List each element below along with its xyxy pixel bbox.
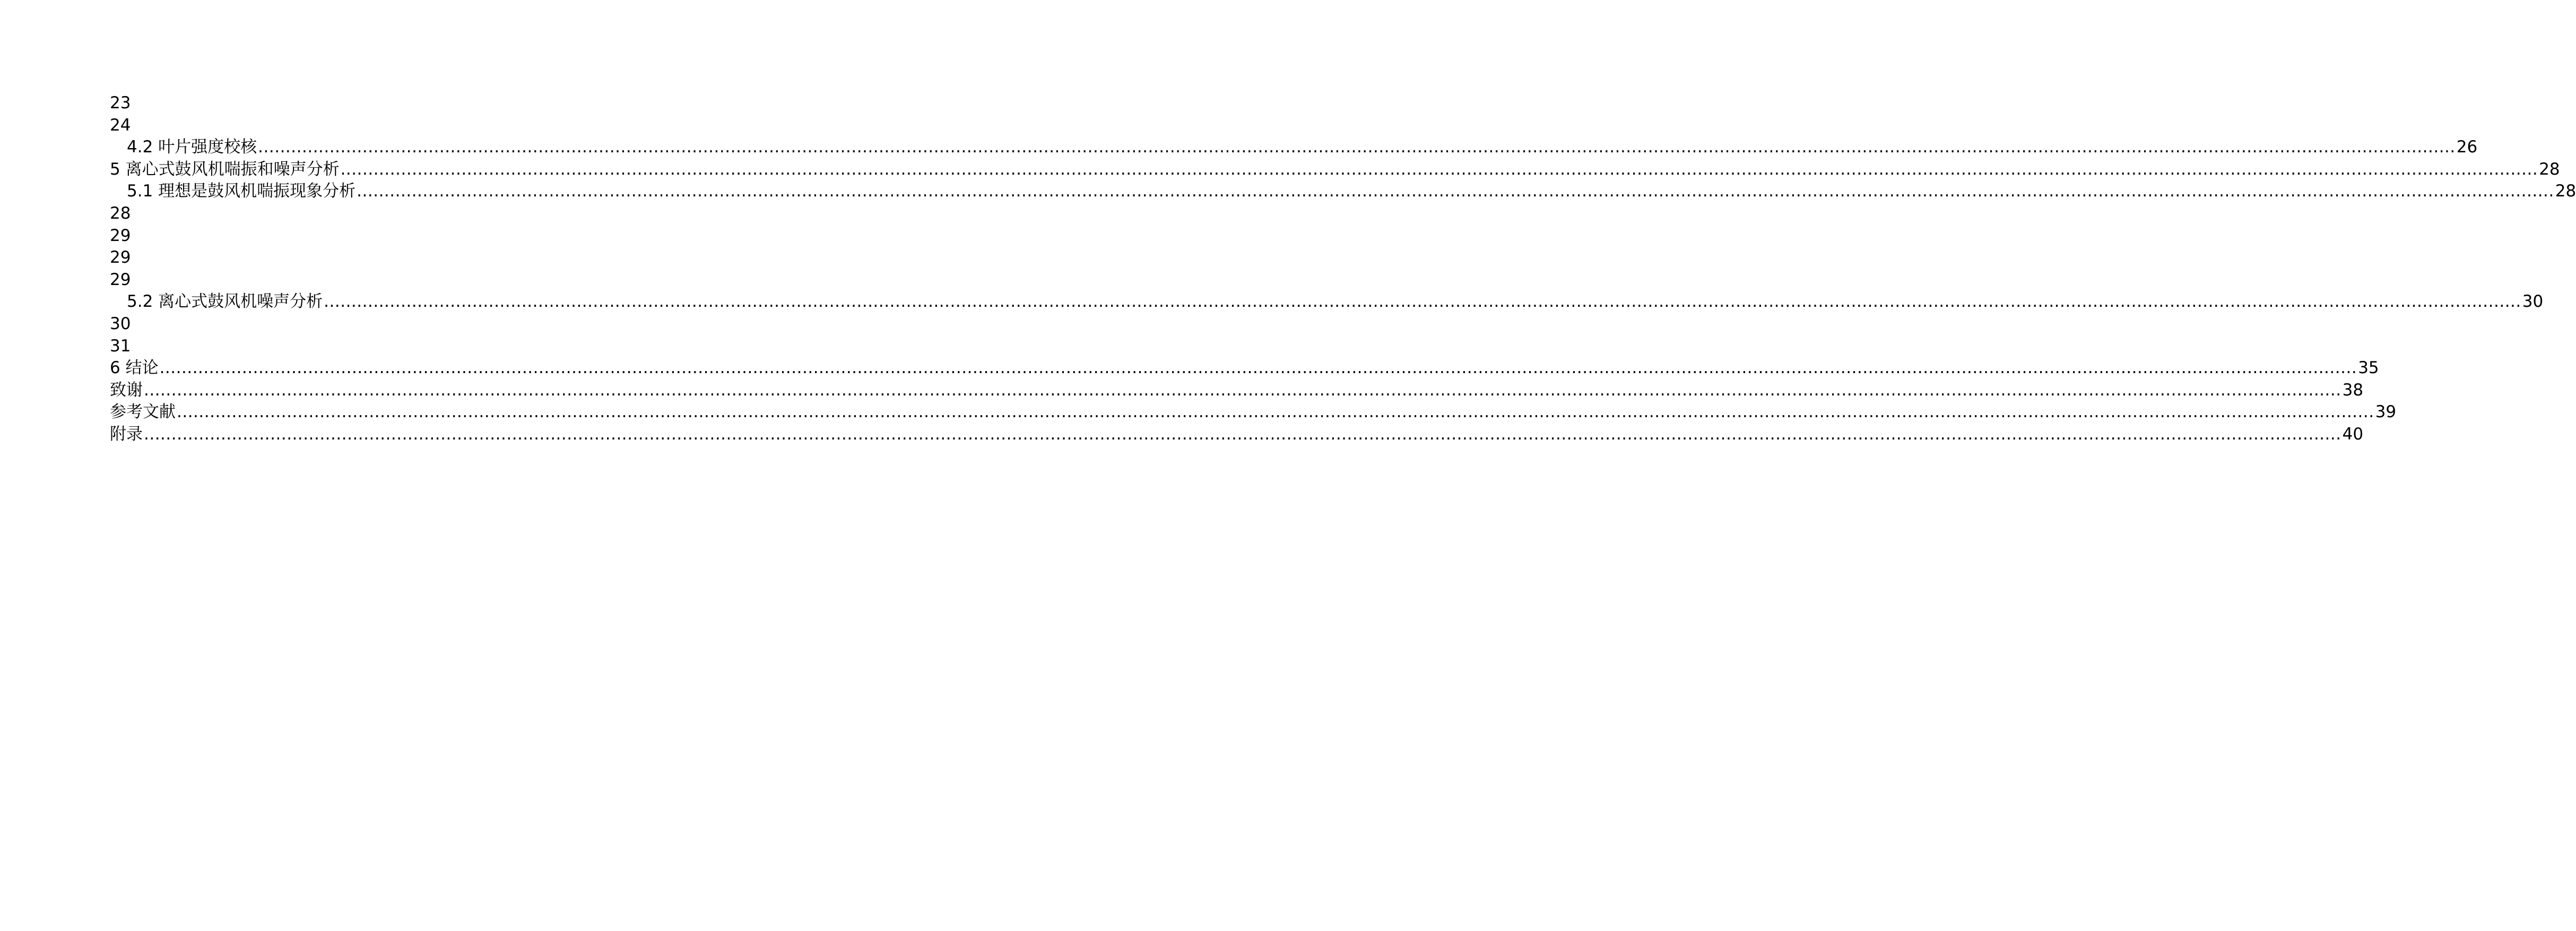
toc-dot-leader: ................................................................................................................................................................................................................................................................................................................................................................................................................ — [144, 380, 2341, 400]
toc-entry-page: 35 — [2358, 358, 2379, 378]
toc-entry-title: 致谢 — [110, 380, 143, 400]
toc-entry[interactable] — [110, 203, 565, 225]
toc-entry-page: 28 — [2539, 159, 2560, 179]
toc-entry[interactable] — [110, 159, 2560, 181]
toc-entry-title: 4.2 叶片强度校核 — [127, 137, 257, 157]
toc-entry[interactable] — [110, 180, 2576, 203]
toc-entry-page: 30 — [2522, 292, 2544, 312]
toc-dot-leader: ................................................................................................................................................................................................................................................................................................................................................................................................................ — [258, 137, 2456, 157]
toc-entry[interactable] — [110, 313, 565, 335]
toc-entry-page: 29 — [110, 270, 131, 289]
toc-entry[interactable] — [110, 115, 565, 137]
toc-entry-title: 5.2 离心式鼓风机噪声分析 — [127, 292, 323, 312]
toc-entry-title: 5 离心式鼓风机喘振和噪声分析 — [110, 159, 340, 179]
toc-entry-page: 30 — [110, 314, 131, 333]
toc-dot-leader: ................................................................................................................................................................................................................................................................................................................................................................................................................ — [324, 292, 2521, 312]
toc-entry[interactable] — [110, 357, 2379, 380]
toc-entry-page: 40 — [2342, 424, 2364, 444]
toc-entry[interactable] — [110, 424, 2364, 446]
toc-dot-leader: ................................................................................................................................................................................................................................................................................................................................................................................................................ — [177, 402, 2374, 422]
toc-entry[interactable] — [110, 269, 565, 291]
toc-entry-title: 5.1 理想是鼓风机喘振现象分析 — [127, 182, 356, 201]
toc-dot-leader: ................................................................................................................................................................................................................................................................................................................................................................................................................ — [340, 159, 2538, 179]
toc-entry-page: 31 — [110, 336, 131, 356]
toc-entry-page: 39 — [2375, 402, 2397, 422]
toc-entry-title: 6 结论 — [110, 358, 159, 378]
table-of-contents — [110, 92, 2576, 446]
toc-entry-page: 24 — [110, 115, 131, 135]
toc-entry-page: 26 — [2456, 137, 2478, 157]
toc-entry-page: 23 — [110, 93, 131, 113]
toc-entry-page: 29 — [110, 226, 131, 245]
toc-entry-title: 附录 — [110, 424, 143, 444]
toc-entry[interactable] — [110, 291, 2544, 313]
toc-entry[interactable] — [110, 225, 565, 247]
toc-entry-page: 28 — [2555, 182, 2576, 201]
toc-entry-page: 38 — [2342, 380, 2364, 400]
toc-dot-leader: ................................................................................................................................................................................................................................................................................................................................................................................................................ — [159, 358, 2357, 378]
toc-dot-leader: ................................................................................................................................................................................................................................................................................................................................................................................................................ — [357, 182, 2554, 201]
toc-dot-leader: ................................................................................................................................................................................................................................................................................................................................................................................................................ — [144, 424, 2341, 444]
toc-entry-page: 28 — [110, 203, 131, 223]
toc-entry[interactable] — [110, 136, 2478, 159]
toc-entry[interactable] — [110, 247, 565, 269]
toc-entry[interactable] — [110, 335, 565, 358]
toc-entry-title: 参考文献 — [110, 402, 176, 422]
toc-entry-page: 29 — [110, 248, 131, 268]
toc-entry[interactable] — [110, 401, 2397, 424]
toc-entry[interactable] — [110, 92, 565, 115]
toc-entry[interactable] — [110, 380, 2364, 402]
